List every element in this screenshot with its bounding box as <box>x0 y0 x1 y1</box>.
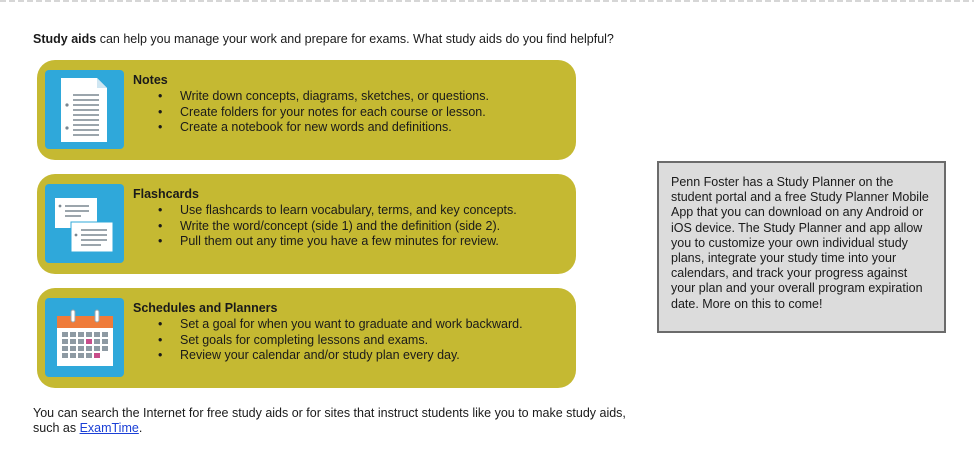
study-planner-callout <box>657 161 946 333</box>
list-item: • Use flashcards to learn vocabulary, terms, and key concepts. <box>133 203 517 219</box>
examtime-link[interactable]: ExamTime <box>79 421 139 435</box>
footer-body: You can search the Internet for free study aids or for sites that instruct students like you to make study aids, such as <box>33 406 626 435</box>
list-item: • Set a goal for when you want to graduate and work backward. <box>133 317 523 333</box>
intro-bold: Study aids <box>33 32 97 46</box>
list-item: • Write down concepts, diagrams, sketches, or questions. <box>133 89 489 105</box>
footer-text <box>33 406 643 436</box>
list-item: • Review your calendar and/or study plan every day. <box>133 348 523 364</box>
calendar-icon <box>45 298 124 377</box>
list-item: • Set goals for completing lessons and exams. <box>133 333 523 349</box>
list-item: • Write the word/concept (side 1) and the definition (side 2). <box>133 219 517 235</box>
schedules-card <box>37 288 576 388</box>
notes-list <box>133 89 489 136</box>
flashcards-icon <box>45 184 124 263</box>
list-item: • Create folders for your notes for each course or lesson. <box>133 105 489 121</box>
flashcards-title: Flashcards <box>133 187 200 201</box>
schedules-list <box>133 317 523 364</box>
footer-end: . <box>138 421 143 435</box>
intro-text <box>33 32 614 46</box>
notes-card <box>37 60 576 160</box>
callout-text: Penn Foster has a Study Planner on the student portal and a free Study Planner Mobile App that you can download on any Android or iOS device. The Study Planner and app allow you to customize your own individual study plans, integrate your study time into your calendars, and track your progress against your plan and your overall program expiration date. More on this to come! <box>671 175 929 311</box>
schedules-title: Schedules and Planners <box>133 301 278 315</box>
flashcards-card <box>37 174 576 274</box>
flashcards-list <box>133 203 517 250</box>
notes-document-icon <box>45 70 124 149</box>
notes-title: Notes <box>133 73 168 87</box>
top-divider <box>0 0 974 2</box>
list-item: • Create a notebook for new words and definitions. <box>133 120 489 136</box>
list-item: • Pull them out any time you have a few minutes for review. <box>133 234 517 250</box>
intro-rest: can help you manage your work and prepare for exams. What study aids do you find helpful? <box>96 32 614 46</box>
